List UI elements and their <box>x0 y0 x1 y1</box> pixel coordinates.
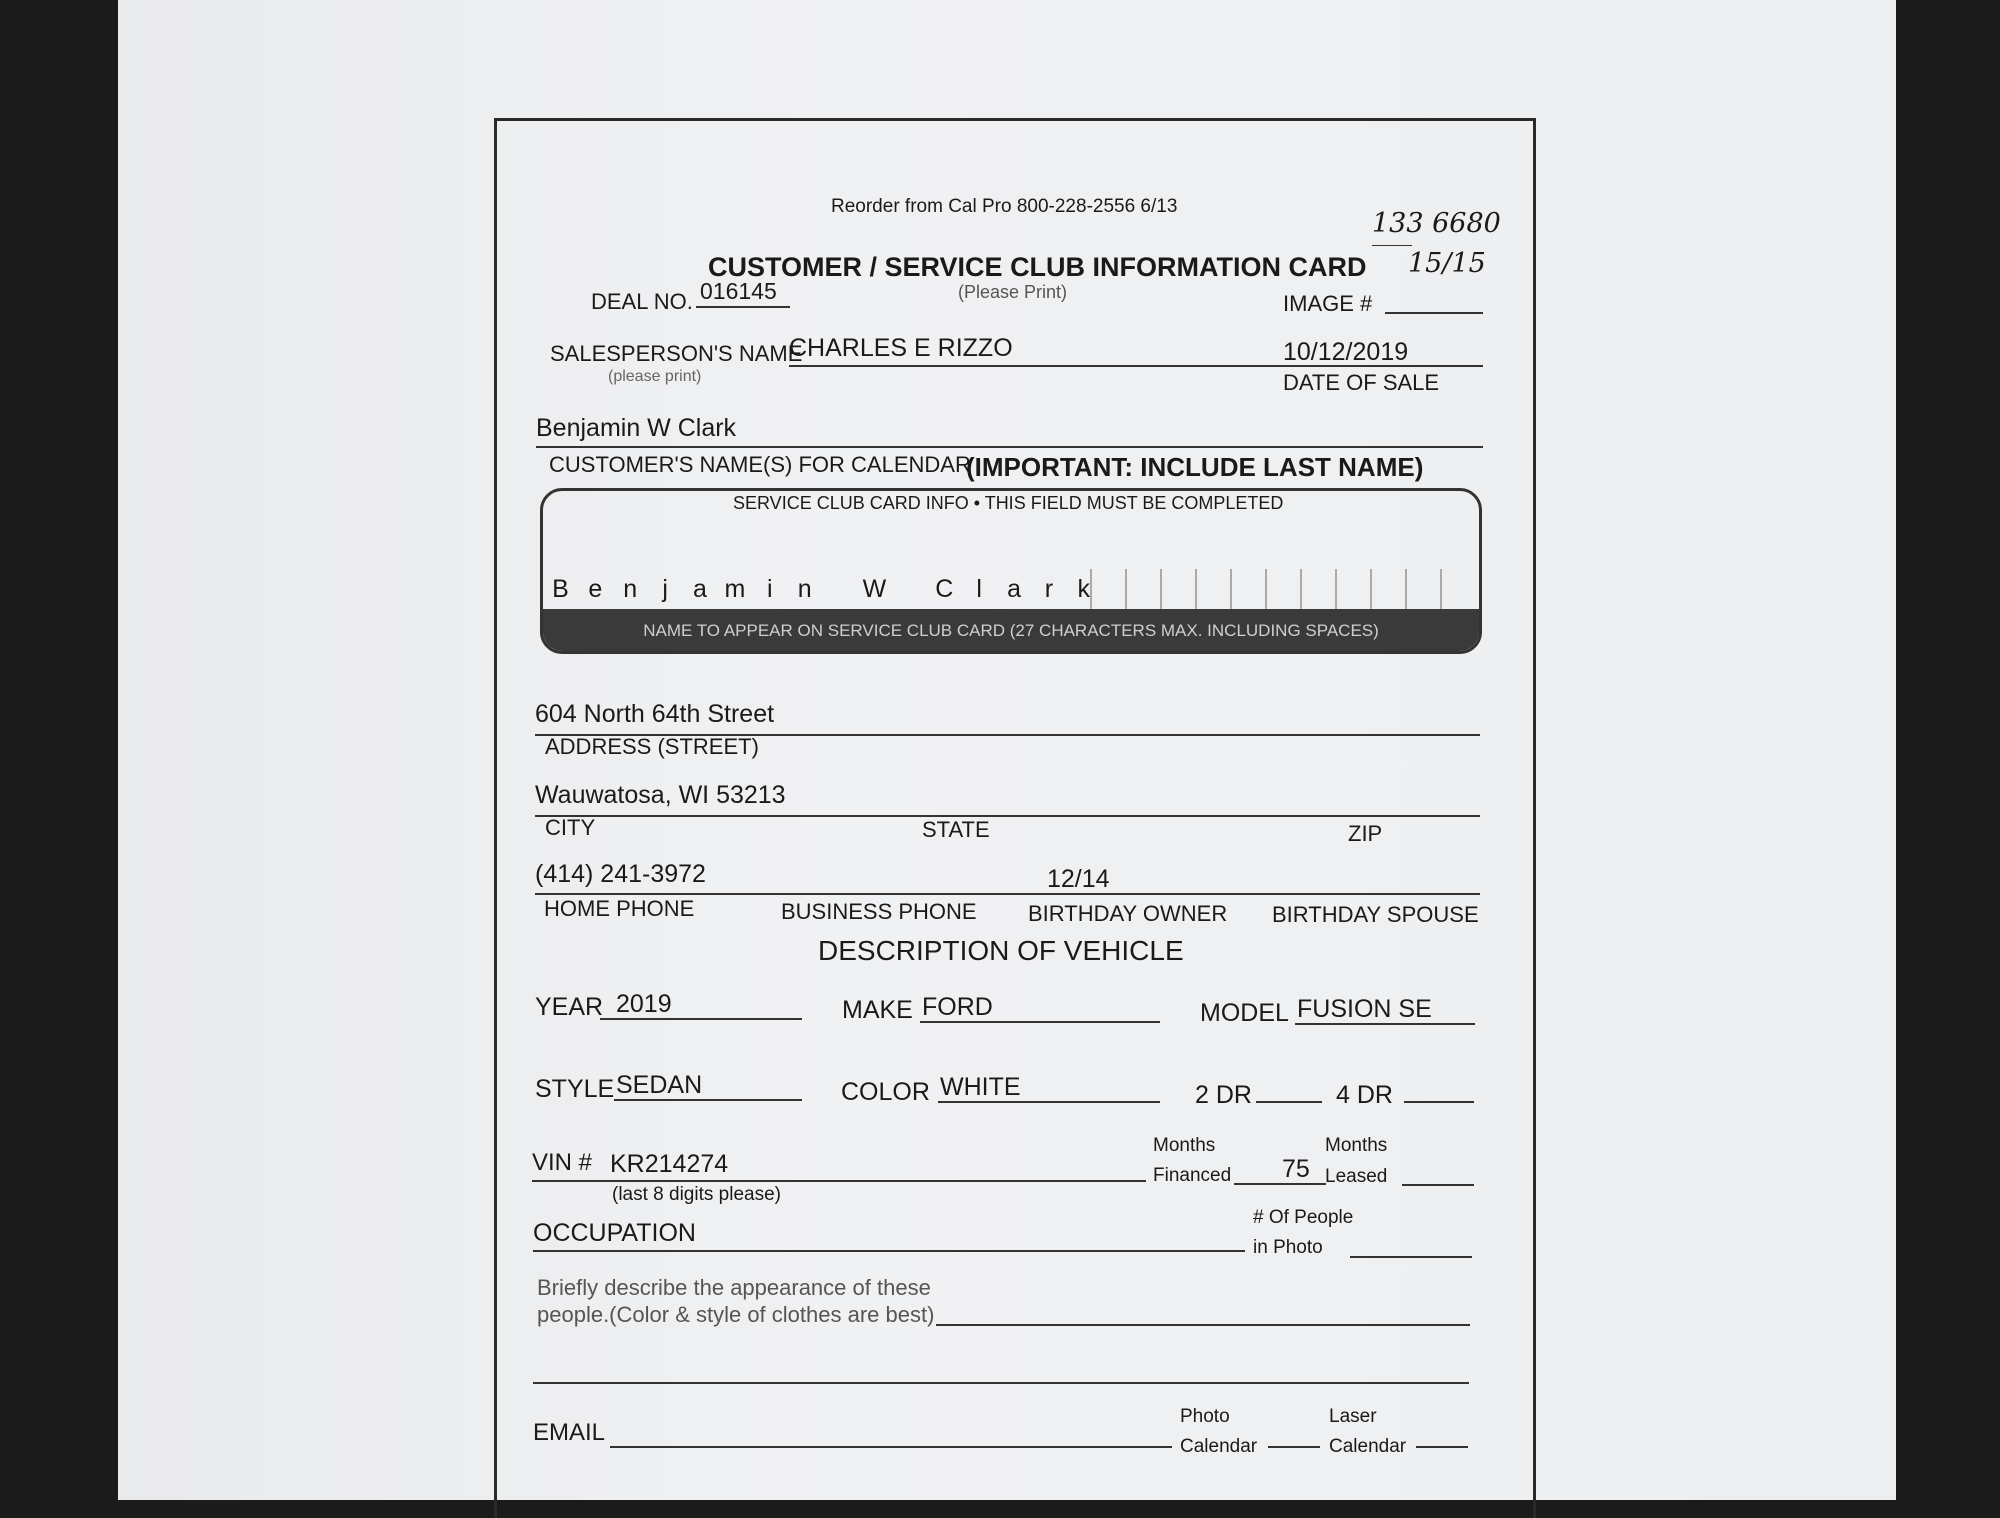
customer-name-line <box>536 446 1483 448</box>
salesperson-label: SALESPERSON'S NAME <box>550 341 803 366</box>
birthday-owner-value[interactable]: 12/14 <box>1047 865 1110 893</box>
city-label: CITY <box>545 815 596 840</box>
vehicle-heading: DESCRIPTION OF VEHICLE <box>818 935 1184 966</box>
business-phone-label: BUSINESS PHONE <box>781 899 977 924</box>
vin-value[interactable]: KR214274 <box>610 1150 729 1178</box>
home-phone-label: HOME PHONE <box>544 896 695 921</box>
city-value[interactable]: Wauwatosa, WI 53213 <box>535 781 786 809</box>
home-phone-value[interactable]: (414) 241-3972 <box>535 860 706 888</box>
make-line <box>920 1021 1160 1023</box>
year-value[interactable]: 2019 <box>616 990 672 1018</box>
service-club-name-chars[interactable] <box>543 575 1101 604</box>
vin-line <box>532 1180 1146 1182</box>
char-cell: C <box>935 575 954 603</box>
two-door-label: 2 DR <box>1195 1081 1252 1109</box>
make-label: MAKE <box>842 996 913 1024</box>
char-tick <box>1160 569 1162 609</box>
char-cell: a <box>1007 575 1021 603</box>
color-label: COLOR <box>841 1078 930 1106</box>
char-tick <box>1265 569 1267 609</box>
zip-label: ZIP <box>1348 821 1383 846</box>
date-of-sale-label: DATE OF SALE <box>1283 370 1440 395</box>
months-financed-label-1: Months <box>1153 1135 1216 1156</box>
describe-label-1: Briefly describe the appearance of these <box>537 1275 931 1300</box>
deal-no-line <box>696 306 790 308</box>
months-leased-label-1: Months <box>1325 1135 1388 1156</box>
laser-calendar-line <box>1416 1446 1468 1448</box>
style-value[interactable]: SEDAN <box>616 1071 703 1099</box>
salesperson-line <box>789 365 1483 367</box>
char-tick <box>1335 569 1337 609</box>
describe-line-1 <box>936 1324 1470 1326</box>
deal-no-value[interactable]: 016145 <box>700 278 777 304</box>
char-cell: k <box>1077 575 1091 603</box>
reorder-text: Reorder from Cal Pro 800-228-2556 6/13 <box>831 196 1178 217</box>
email-line <box>610 1446 1172 1448</box>
char-cell: e <box>588 575 603 603</box>
char-cell: B <box>552 575 569 603</box>
occupation-label: OCCUPATION <box>533 1219 696 1247</box>
make-value[interactable]: FORD <box>922 993 993 1021</box>
salesperson-sublabel: (please print) <box>608 368 702 385</box>
four-door-line <box>1404 1101 1474 1103</box>
handwritten-underline <box>1372 245 1412 246</box>
people-in-photo-label-2: in Photo <box>1253 1237 1323 1258</box>
please-print-note: (Please Print) <box>958 282 1068 302</box>
vin-sublabel: (last 8 digits please) <box>612 1184 781 1205</box>
year-line <box>600 1018 802 1020</box>
service-club-box <box>540 488 1482 654</box>
char-tick <box>1300 569 1302 609</box>
salesperson-value[interactable]: CHARLES E RIZZO <box>789 334 1013 362</box>
model-line <box>1295 1023 1475 1025</box>
char-cell: m <box>724 575 746 603</box>
image-no-label: IMAGE # <box>1283 291 1373 316</box>
photo-calendar-label-1: Photo <box>1180 1406 1230 1427</box>
color-value[interactable]: WHITE <box>940 1073 1021 1101</box>
two-door-line <box>1256 1101 1322 1103</box>
months-financed-label-2: Financed <box>1153 1165 1232 1186</box>
char-tick <box>1405 569 1407 609</box>
customer-name-value[interactable]: Benjamin W Clark <box>536 414 737 442</box>
color-line <box>938 1101 1160 1103</box>
describe-label-2: people.(Color & style of clothes are best) <box>537 1302 935 1327</box>
laser-calendar-label-2: Calendar <box>1329 1436 1407 1457</box>
service-club-band-label: NAME TO APPEAR ON SERVICE CLUB CARD (27 CHARACTERS MAX. INCLUDING SPACES) <box>643 621 1379 640</box>
char-cell: W <box>862 575 887 603</box>
describe-line-2 <box>533 1382 1469 1384</box>
char-tick <box>1195 569 1197 609</box>
char-tick <box>1230 569 1232 609</box>
state-label: STATE <box>922 817 990 842</box>
handwritten-number: 133 6680 <box>1372 208 1501 239</box>
card-title: CUSTOMER / SERVICE CLUB INFORMATION CARD <box>708 252 1367 282</box>
people-in-photo-line <box>1350 1256 1472 1258</box>
char-tick <box>1440 569 1442 609</box>
char-cell: r <box>1044 575 1054 603</box>
char-cell: a <box>693 575 707 603</box>
customer-name-label: CUSTOMER'S NAME(S) FOR CALENDAR <box>549 452 971 477</box>
months-leased-line <box>1402 1184 1474 1186</box>
char-cell: n <box>797 575 812 603</box>
months-leased-label-2: Leased <box>1325 1166 1388 1187</box>
photo-calendar-label-2: Calendar <box>1180 1436 1258 1457</box>
handwritten-fraction: 15/15 <box>1408 248 1486 279</box>
model-value[interactable]: FUSION SE <box>1297 995 1432 1023</box>
date-of-sale-value[interactable]: 10/12/2019 <box>1283 338 1409 366</box>
char-tick <box>1125 569 1127 609</box>
char-tick <box>1370 569 1372 609</box>
service-club-heading: SERVICE CLUB CARD INFO • THIS FIELD MUST BE COMPLETED <box>733 493 1284 513</box>
vin-label: VIN # <box>532 1149 593 1176</box>
address-value[interactable]: 604 North 64th Street <box>535 700 775 728</box>
deal-no-label: DEAL NO. <box>591 289 693 314</box>
char-cell: n <box>623 575 638 603</box>
people-in-photo-label-1: # Of People <box>1253 1207 1354 1228</box>
city-line <box>535 815 1480 817</box>
style-label: STYLE <box>535 1075 615 1103</box>
model-label: MODEL <box>1200 999 1289 1027</box>
image-no-line <box>1385 312 1483 314</box>
birthday-spouse-label: BIRTHDAY SPOUSE <box>1272 902 1479 927</box>
four-door-label: 4 DR <box>1336 1081 1393 1109</box>
photo-calendar-line <box>1268 1446 1320 1448</box>
address-label: ADDRESS (STREET) <box>545 734 759 759</box>
birthday-owner-label: BIRTHDAY OWNER <box>1028 901 1228 926</box>
char-cell: l <box>976 575 982 603</box>
email-label: EMAIL <box>533 1419 606 1446</box>
char-cell: i <box>767 575 773 603</box>
laser-calendar-label-1: Laser <box>1329 1406 1377 1427</box>
year-label: YEAR <box>535 993 604 1021</box>
important-note: (IMPORTANT: INCLUDE LAST NAME) <box>966 452 1424 482</box>
months-financed-line <box>1234 1183 1326 1185</box>
style-line <box>614 1099 802 1101</box>
occupation-line <box>533 1250 1245 1252</box>
months-financed-value[interactable]: 75 <box>1282 1155 1310 1183</box>
char-cell: j <box>662 575 668 603</box>
phones-line <box>535 893 1480 895</box>
